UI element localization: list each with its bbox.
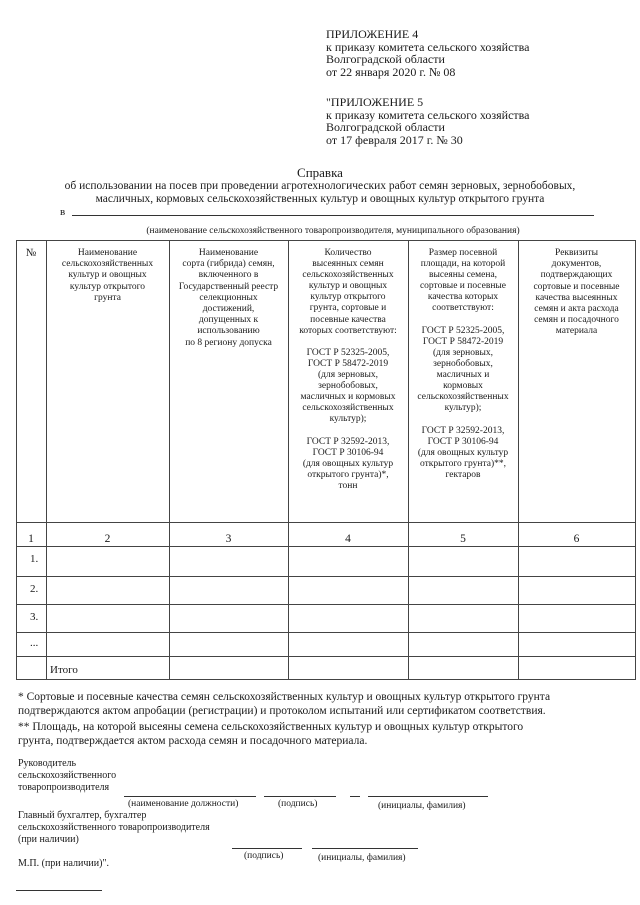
header-line: Размер посевной bbox=[428, 248, 498, 258]
appendix-4-line: Волгоградской области bbox=[326, 52, 445, 66]
table-row-label: ... bbox=[30, 637, 39, 649]
header-line: культур открытого bbox=[310, 292, 386, 303]
header-line: зернобобовых, bbox=[318, 381, 378, 392]
col-number: 1 bbox=[28, 533, 34, 545]
header-line: грунта, сортовые и bbox=[309, 303, 387, 314]
seal-label: М.П. (при наличии)". bbox=[18, 858, 110, 869]
table-total-label: Итого bbox=[50, 664, 78, 676]
header-line: (для овощных культур bbox=[417, 447, 509, 458]
header-line: семян и посадочного bbox=[534, 315, 619, 326]
table-row-label: 3. bbox=[30, 611, 39, 623]
col-header-seed-quantity bbox=[288, 248, 408, 492]
signature2-fill-line[interactable] bbox=[232, 848, 302, 849]
header-line: сортовые и посевные bbox=[533, 281, 620, 292]
table-border bbox=[16, 604, 636, 605]
header-line: по 8 региону допуска bbox=[185, 337, 272, 348]
header-line: соответствуют: bbox=[432, 303, 494, 314]
document-subtitle-1: об использовании на посев при проведении агротехнологических работ семян зерновых, зернобобовых, bbox=[64, 180, 576, 192]
header-line: тонн bbox=[338, 480, 358, 491]
header-line: Наименование bbox=[77, 248, 138, 258]
header-line: высеяны семена, bbox=[428, 270, 498, 281]
sig-line: Главный бухгалтер, бухгалтер bbox=[18, 810, 147, 821]
header-line: масличных и кормовых bbox=[300, 392, 396, 403]
header-line: сельскохозяйственных bbox=[302, 403, 394, 414]
col-header-variety bbox=[169, 248, 288, 349]
appendix-5-line: Волгоградской области bbox=[326, 120, 445, 134]
name2-caption: (инициалы, фамилия) bbox=[318, 853, 406, 863]
header-line: допущенных к bbox=[198, 315, 259, 326]
sig-line: сельскохозяйственного bbox=[18, 770, 117, 781]
header-line: ГОСТ Р 52325-2005, bbox=[421, 325, 505, 336]
header-line: ГОСТ Р 30106-94 bbox=[427, 436, 499, 447]
header-line: Количество bbox=[324, 248, 372, 258]
head-signature-label bbox=[18, 758, 116, 794]
header-line: использованию bbox=[197, 326, 260, 337]
table-border bbox=[16, 656, 636, 657]
table-border bbox=[16, 632, 636, 633]
header-line: которых соответствуют: bbox=[299, 325, 397, 336]
col-number: 3 bbox=[225, 533, 232, 545]
header-line: документов, bbox=[551, 259, 602, 270]
position-caption: (наименование должности) bbox=[128, 799, 239, 809]
header-line: ГОСТ Р 32592-2013, bbox=[306, 436, 390, 447]
col-number: 2 bbox=[104, 533, 111, 545]
header-line: качества высеянных bbox=[535, 292, 618, 303]
footnote-2 bbox=[18, 720, 628, 748]
header-line: культур открытого bbox=[69, 281, 146, 292]
table-border bbox=[46, 240, 47, 680]
header-line: сельскохозяйственных bbox=[61, 259, 154, 270]
sig-line: сельскохозяйственного товаропроизводителя bbox=[18, 822, 210, 833]
table-border bbox=[16, 240, 17, 680]
header-line: открытого грунта)**, bbox=[420, 458, 506, 469]
footnote-line: грунта, подтверждается актом расхода семян и посадочного материала. bbox=[18, 735, 368, 747]
header-line: сельскохозяйственных bbox=[417, 392, 509, 403]
sig-line: (при наличии) bbox=[18, 834, 79, 845]
producer-fill-line[interactable] bbox=[72, 215, 594, 216]
appendix-4-date: от 22 января 2020 г. № 08 bbox=[326, 64, 456, 79]
header-line: подтверждающих bbox=[540, 270, 613, 281]
data-table bbox=[16, 240, 636, 680]
position-fill-line[interactable] bbox=[124, 796, 256, 797]
col-number: 4 bbox=[345, 533, 351, 545]
table-row-label: 2. bbox=[30, 583, 39, 595]
header-line bbox=[288, 426, 408, 437]
footnote-line: * Сортовые и посевные качества семян сельскохозяйственных культур и овощных культур открытого грунта bbox=[18, 691, 551, 703]
signature-fill-line[interactable] bbox=[264, 796, 336, 797]
header-line: культур); bbox=[444, 403, 482, 414]
header-line: достижений, bbox=[202, 304, 255, 315]
header-line: сельскохозяйственных bbox=[302, 270, 394, 281]
document-subtitle-2: масличных, кормовых сельскохозяйственных культур и овощных культур открытого грунта bbox=[95, 193, 545, 205]
header-line bbox=[408, 414, 518, 425]
header-line: открытого грунта)*, bbox=[307, 469, 389, 480]
table-border bbox=[16, 240, 636, 241]
table-border bbox=[16, 522, 636, 523]
producer-caption: (наименование сельскохозяйственного товаропроизводителя, муниципального образования) bbox=[146, 226, 520, 236]
appendix-4-header bbox=[326, 28, 530, 78]
header-line: грунта bbox=[94, 292, 121, 303]
col-header-crop bbox=[46, 248, 169, 304]
table-row-label: 1. bbox=[30, 553, 39, 565]
document-title: Справка bbox=[297, 165, 343, 180]
bottom-rule bbox=[16, 890, 102, 891]
header-line: ГОСТ Р 58472-2019 bbox=[307, 358, 389, 369]
header-line: зернобобовых, bbox=[433, 358, 493, 369]
header-line: (для овощных культур bbox=[302, 458, 394, 469]
signature2-caption: (подпись) bbox=[244, 851, 284, 861]
header-line: гектаров bbox=[445, 469, 481, 480]
appendix-4-title: ПРИЛОЖЕНИЕ 4 bbox=[326, 27, 419, 41]
name-fill-line[interactable] bbox=[368, 796, 488, 797]
header-line: Наименование bbox=[198, 248, 259, 258]
dash-line bbox=[350, 796, 360, 797]
appendix-5-date: от 17 февраля 2017 г. № 30 bbox=[326, 132, 463, 147]
header-line: культур и овощных bbox=[308, 281, 388, 292]
name-caption: (инициалы, фамилия) bbox=[378, 801, 466, 811]
header-line: культур); bbox=[329, 414, 367, 425]
header-line: культур и овощных bbox=[68, 270, 147, 281]
header-line: площади, на которой bbox=[420, 259, 506, 270]
header-line: № bbox=[25, 247, 37, 259]
header-line: включенного в bbox=[198, 270, 259, 281]
table-border bbox=[635, 240, 636, 680]
appendix-5-title: "ПРИЛОЖЕНИЕ 5 bbox=[326, 95, 424, 109]
name2-fill-line[interactable] bbox=[312, 848, 418, 849]
sig-line: товаропроизводителя bbox=[18, 782, 110, 793]
in-label: в bbox=[60, 206, 66, 218]
header-line: семян и акта расхода bbox=[534, 304, 619, 315]
header-line: сорта (гибрида) семян, bbox=[182, 259, 275, 270]
col-header-number bbox=[16, 248, 46, 259]
header-line: ГОСТ Р 52325-2005, bbox=[306, 347, 390, 358]
header-line: ГОСТ Р 32592-2013, bbox=[421, 425, 505, 436]
header-line: селекционных bbox=[199, 292, 258, 303]
table-border bbox=[16, 546, 636, 547]
col-header-sown-area bbox=[408, 248, 518, 481]
header-line: Реквизиты bbox=[555, 248, 598, 258]
col-header-documents bbox=[518, 248, 635, 338]
header-line: качества которых bbox=[427, 292, 499, 303]
header-line: масличных и bbox=[436, 370, 490, 381]
appendix-4-line: к приказу комитета сельского хозяйства bbox=[326, 39, 530, 54]
appendix-5-header bbox=[326, 96, 530, 146]
header-line: посевные качества bbox=[310, 314, 386, 325]
header-line: ГОСТ Р 58472-2019 bbox=[422, 336, 504, 347]
accountant-signature-label bbox=[18, 810, 210, 846]
header-line: сортовые и посевные bbox=[419, 281, 507, 292]
appendix-5-line: к приказу комитета сельского хозяйства bbox=[326, 107, 530, 122]
header-line bbox=[288, 337, 408, 348]
sig-line: Руководитель bbox=[18, 758, 77, 769]
table-border bbox=[16, 679, 636, 680]
col-number: 5 bbox=[460, 533, 466, 545]
header-line bbox=[408, 315, 518, 326]
col-number: 6 bbox=[573, 533, 580, 545]
footnote-line: подтверждаются актом апробации (регистрации) и протоколом испытаний или сертификатом соответствия. bbox=[18, 705, 546, 717]
header-line: материала bbox=[555, 326, 598, 337]
header-line: Государственный реестр bbox=[178, 281, 279, 292]
footnote-1 bbox=[18, 690, 628, 718]
header-line: кормовых bbox=[443, 381, 483, 392]
header-line: (для зерновых, bbox=[317, 370, 379, 381]
table-border bbox=[16, 576, 636, 577]
header-line: ГОСТ Р 30106-94 bbox=[312, 447, 384, 458]
header-line: (для зерновых, bbox=[432, 347, 494, 358]
signature-caption: (подпись) bbox=[278, 799, 318, 809]
footnote-line: ** Площадь, на которой высеяны семена сельскохозяйственных культур и овощных культур открытого bbox=[18, 721, 524, 733]
header-line: высеянных семян bbox=[312, 259, 384, 270]
